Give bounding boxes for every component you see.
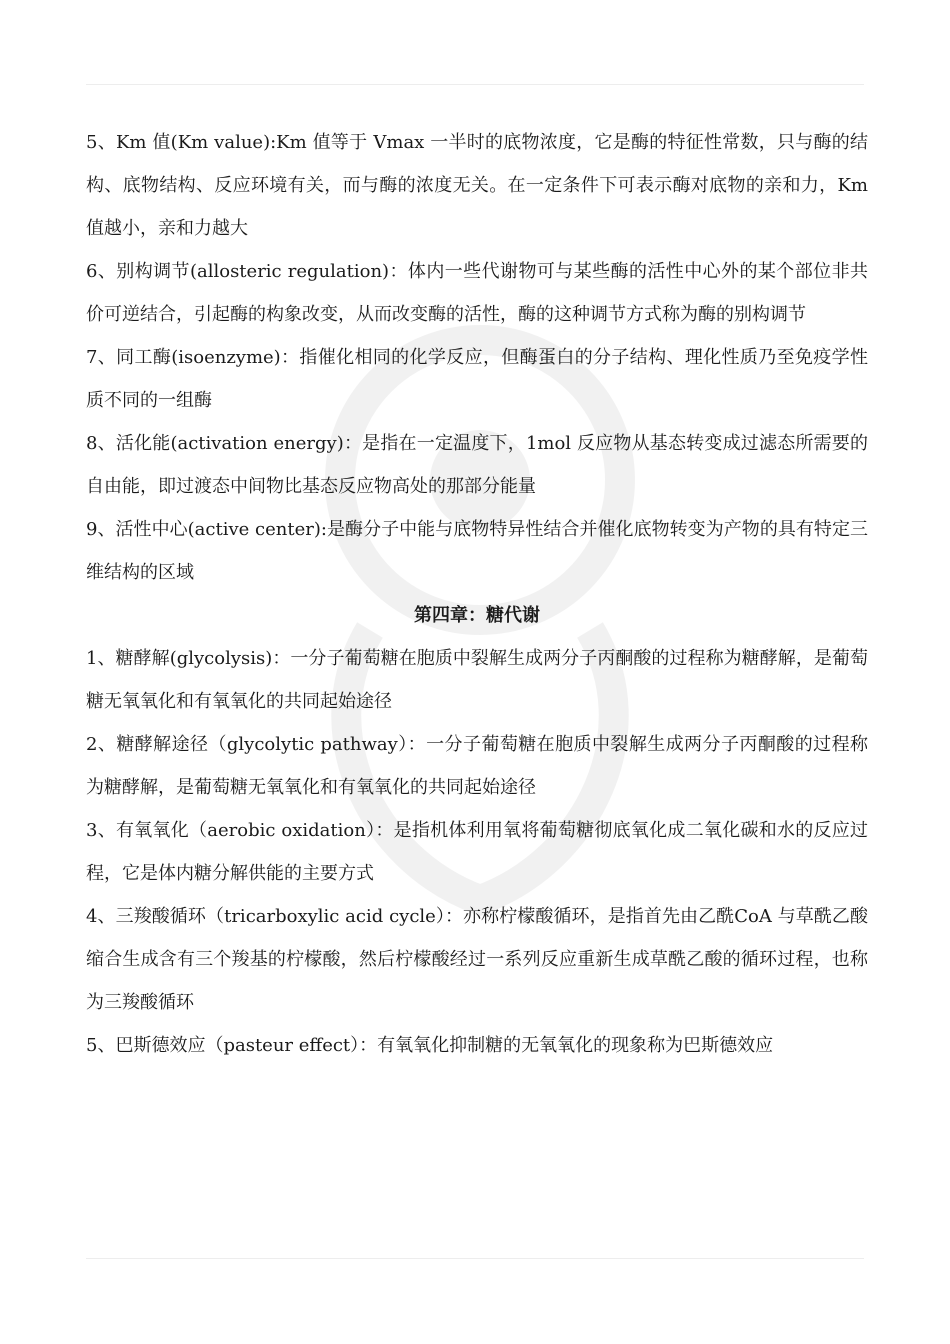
definition-paragraph: 3、有氧氧化（aerobic oxidation）：是指机体利用氧将葡萄糖彻底氧化成二氧化碳和水的反应过程，它是体内糖分解供能的主要方式 (86, 820, 868, 884)
definition-paragraph: 6、别构调节(allosteric regulation)：体内一些代谢物可与某些酶的活性中心外的某个部位非共价可逆结合，引起酶的构象改变，从而改变酶的活性，酶的这种调节方式称为酶的别构调节 (86, 261, 868, 325)
chapter-title: 第四章：糖代谢 (414, 605, 540, 626)
definition-paragraph: 9、活性中心(active center):是酶分子中能与底物特异性结合并催化底物转变为产物的具有特定三维结构的区域 (86, 519, 868, 583)
definition-paragraph: 5、巴斯德效应（pasteur effect）：有氧氧化抑制糖的无氧氧化的现象称为巴斯德效应 (86, 1035, 774, 1056)
definition-paragraph: 8、活化能(activation energy)：是指在一定温度下，1mol 反应物从基态转变成过滤态所需要的自由能，即过渡态中间物比基态反应物高处的那部分能量 (86, 433, 868, 497)
definition-paragraph: 1、糖酵解(glycolysis)：一分子葡萄糖在胞质中裂解生成两分子丙酮酸的过程称为糖酵解，是葡萄糖无氧氧化和有氧氧化的共同起始途径 (86, 648, 868, 712)
definition-paragraph: 2、糖酵解途径（glycolytic pathway）：一分子葡萄糖在胞质中裂解生成两分子丙酮酸的过程称为糖酵解，是葡萄糖无氧氧化和有氧氧化的共同起始途径 (86, 734, 868, 798)
header-rule (86, 84, 864, 85)
definition-paragraph: 4、三羧酸循环（tricarboxylic acid cycle）：亦称柠檬酸循环，是指首先由乙酰CoA 与草酰乙酸缩合生成含有三个羧基的柠檬酸，然后柠檬酸经过一系列反应重新生成草酰乙酸的循环过程，也称为三羧酸循环 (86, 906, 868, 1013)
definition-paragraph: 7、同工酶(isoenzyme)：指催化相同的化学反应，但酶蛋白的分子结构、理化性质乃至免疫学性质不同的一组酶 (86, 347, 868, 411)
document-body (86, 121, 868, 1067)
footer-rule (86, 1258, 864, 1259)
definition-paragraph: 5、Km 值(Km value):Km 值等于 Vmax 一半时的底物浓度，它是酶的特征性常数，只与酶的结构、底物结构、反应环境有关，而与酶的浓度无关。在一定条件下可表示酶对底物的亲和力，Km 值越小，亲和力越大 (86, 132, 868, 239)
